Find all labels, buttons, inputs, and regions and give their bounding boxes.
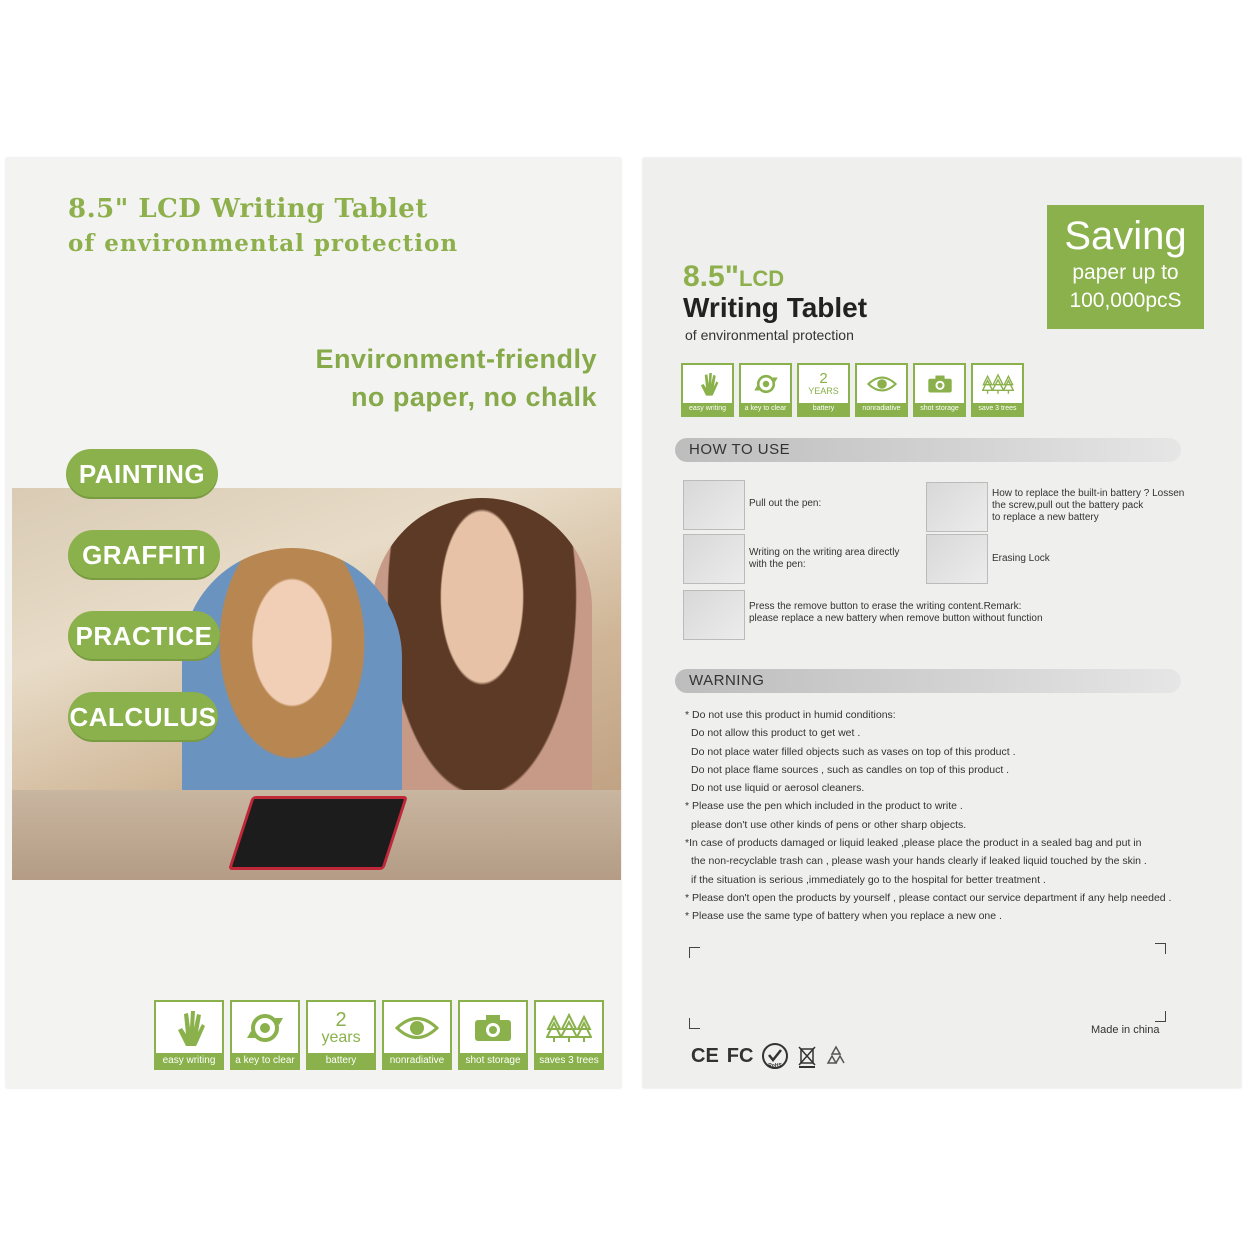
crop-corner-tr <box>1155 943 1166 954</box>
photo-mother <box>372 498 592 828</box>
front-icon-card <box>230 1000 300 1070</box>
back-icon-row <box>681 363 1024 417</box>
icon-caption: shot storage <box>915 403 964 415</box>
warning-line: * Please use the same type of battery when you replace a new one . <box>685 910 1002 923</box>
lcd-text: LCD <box>738 266 785 291</box>
feature-calculus: CALCULUS <box>68 692 218 742</box>
photo-girl <box>182 548 402 818</box>
how-to-use-header: HOW TO USE <box>689 441 791 458</box>
icon-caption: shot storage <box>460 1053 526 1068</box>
front-icon-card <box>154 1000 224 1070</box>
warning-line: * Please use the pen which included in the product to write . <box>685 800 963 813</box>
saving-line-1: Saving <box>1064 214 1187 258</box>
icon-caption: battery <box>799 403 848 415</box>
step-battery-line: to replace a new battery <box>992 512 1099 523</box>
warning-line: * Please don't open the products by yourself , please contact our service department if any help needed . <box>685 891 1172 904</box>
crop-corner-br <box>1155 1011 1166 1022</box>
trees-icon <box>982 365 1014 403</box>
step-image-erasing-lock <box>926 534 988 584</box>
camera-icon <box>473 1002 513 1053</box>
step-battery-line: the screw,pull out the battery pack <box>992 500 1144 511</box>
icon-caption: saves 3 trees <box>536 1053 602 1068</box>
front-icon-card <box>306 1000 376 1070</box>
front-cover <box>6 158 621 1088</box>
photo-lcd-tablet <box>228 796 408 870</box>
back-cover <box>643 158 1241 1088</box>
crop-corner-tl <box>689 947 700 958</box>
certification-marks <box>691 1042 847 1070</box>
back-title-size <box>683 260 784 294</box>
back-icon-card <box>913 363 966 417</box>
step-image-writing <box>683 534 745 584</box>
front-icon-card <box>534 1000 604 1070</box>
saving-line-2: paper up to <box>1072 261 1179 284</box>
hand-icon <box>697 365 719 403</box>
back-icon-card <box>739 363 792 417</box>
front-title: 8.5" LCD Writing Tablet <box>68 194 428 224</box>
made-in-label: Made in china <box>1091 1024 1160 1036</box>
warning-line: the non-recyclable trash can , please wash your hands clearly if leaked liquid touched by the skin . <box>691 855 1147 868</box>
warning-line: please don't use other kinds of pens or other sharp objects. <box>691 818 967 831</box>
icon-caption: a key to clear <box>232 1053 298 1068</box>
step-image-pull-pen <box>683 480 745 530</box>
warning-bar <box>675 669 1181 693</box>
weee-bin-icon <box>797 1043 817 1069</box>
size-text: 8.5" <box>683 260 739 293</box>
front-icon-card <box>458 1000 528 1070</box>
step-battery-line: How to replace the built-in battery ? Lossen <box>992 488 1185 499</box>
slogan-line-2: no paper, no chalk <box>350 382 597 412</box>
back-icon-card <box>797 363 850 417</box>
warning-line: Do not use liquid or aerosol cleaners. <box>691 782 865 795</box>
front-slogan <box>315 340 597 416</box>
back-icon-card <box>971 363 1024 417</box>
battery-years-icon <box>321 1002 360 1053</box>
warning-list <box>685 706 1195 926</box>
warning-line: Do not allow this product to get wet . <box>691 727 861 740</box>
step-image-remove <box>683 590 745 640</box>
refresh-icon <box>753 365 779 403</box>
rohs-mark-icon <box>761 1042 789 1070</box>
icon-caption: nonradiative <box>384 1053 450 1068</box>
icon-caption: battery <box>308 1053 374 1068</box>
fc-mark-icon: FC <box>726 1044 754 1067</box>
camera-icon <box>927 365 953 403</box>
saving-line-3: 100,000pcS <box>1069 289 1182 312</box>
recycle-icon <box>825 1045 847 1067</box>
feature-graffiti: GRAFFITI <box>68 530 220 580</box>
icon-caption: save 3 trees <box>973 403 1022 415</box>
warning-line: Do not place flame sources , such as candles on top of this product . <box>691 763 1010 776</box>
step-erasing-lock: Erasing Lock <box>992 553 1050 564</box>
front-subtitle: of environmental protection <box>68 230 459 257</box>
back-icon-card <box>681 363 734 417</box>
years-label: years <box>321 1028 361 1046</box>
battery-years-icon <box>808 365 839 403</box>
icon-caption: easy writing <box>683 403 732 415</box>
icon-caption: a key to clear <box>741 403 790 415</box>
step-writing <box>749 547 899 571</box>
icon-caption: easy writing <box>156 1053 222 1068</box>
years-number: 2 <box>335 1008 347 1031</box>
feature-practice: PRACTICE <box>68 611 220 661</box>
warning-line: * Do not use this product in humid conditions: <box>685 709 896 721</box>
hand-icon <box>172 1002 206 1053</box>
warning-line: if the situation is serious ,immediately go to the hospital for better treatment . <box>691 873 1046 886</box>
warning-line: Do not place water filled objects such as vases on top of this product . <box>691 745 1016 758</box>
feature-painting: PAINTING <box>66 449 218 499</box>
icon-caption: nonradiative <box>857 403 906 415</box>
step-image-battery <box>926 482 988 532</box>
step-remove-line: Press the remove button to erase the writing content.Remark: <box>749 601 1022 612</box>
step-writing-line: with the pen: <box>749 559 806 570</box>
warning-line: *In case of products damaged or liquid leaked ,please place the product in a sealed bag and put in <box>685 837 1142 850</box>
years-label: YEARS <box>808 386 839 396</box>
refresh-icon <box>245 1002 285 1053</box>
ce-mark-icon: CE <box>691 1044 719 1067</box>
how-to-use-bar <box>675 438 1181 462</box>
svg-text:RoHS: RoHS <box>768 1063 783 1069</box>
step-writing-line: Writing on the writing area directly <box>749 547 900 558</box>
front-icon-row <box>154 1000 604 1070</box>
eye-icon <box>395 1002 439 1053</box>
years-number: 2 <box>819 370 828 387</box>
slogan-line-1: Environment-friendly <box>315 344 597 374</box>
step-pull-pen: Pull out the pen: <box>749 498 822 509</box>
warning-header: WARNING <box>689 672 765 689</box>
step-replace-battery <box>992 488 1184 524</box>
step-remove-line: please replace a new battery when remove button without function <box>749 613 1043 624</box>
back-title: Writing Tablet <box>683 292 868 323</box>
front-icon-card <box>382 1000 452 1070</box>
saving-badge <box>1047 205 1204 329</box>
back-subtitle: of environmental protection <box>685 327 854 343</box>
trees-icon <box>546 1002 592 1053</box>
crop-corner-bl <box>689 1018 700 1029</box>
eye-icon <box>867 365 897 403</box>
step-press-remove <box>749 601 1043 625</box>
back-icon-card <box>855 363 908 417</box>
